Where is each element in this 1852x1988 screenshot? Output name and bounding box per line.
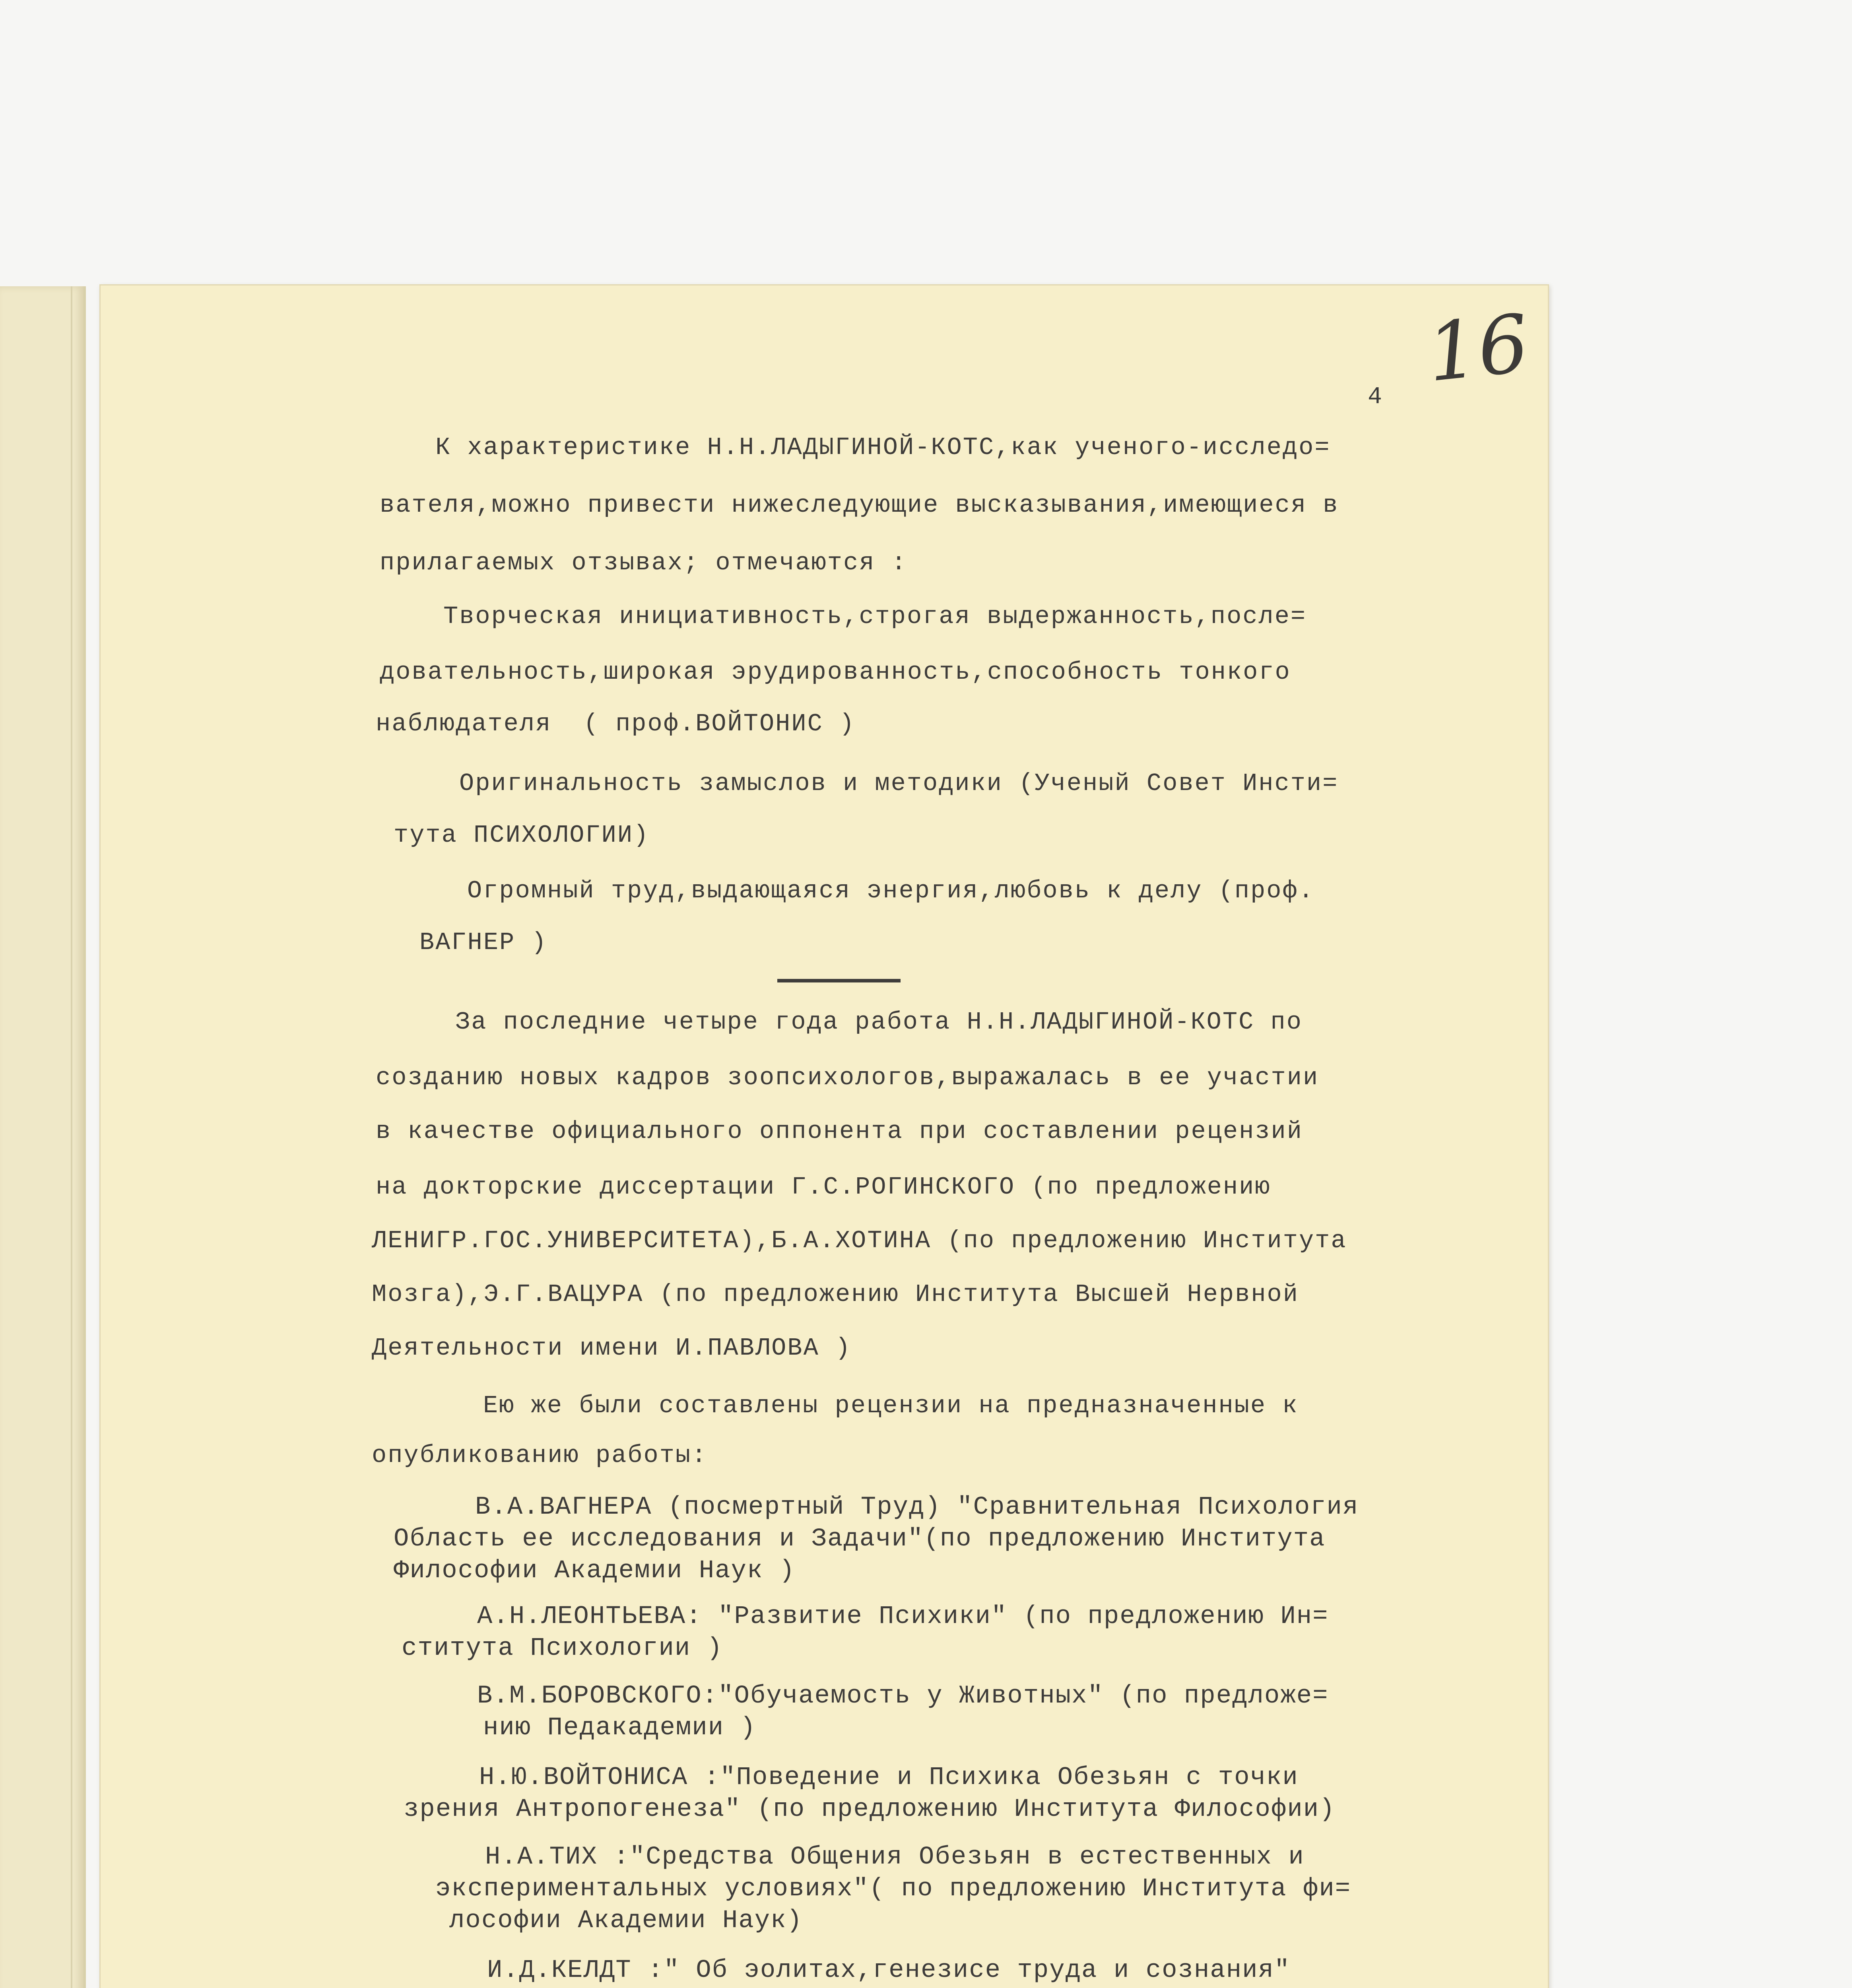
review-line: экспериментальных условиях"( по предложению Института фи= (435, 1875, 1351, 1903)
quality-line: Творческая инициативность,строгая выдержанность,после= (443, 602, 1307, 631)
work-line: ЛЕНИГР.ГОС.УНИВЕРСИТЕТА),Б.А.ХОТИНА (по предложению Института (372, 1227, 1347, 1255)
review-line: В.М.БОРОВСКОГО:"Обучаемость у Животных" (по предложе= (477, 1682, 1329, 1710)
intro-line: вателя,можно привести нижеследующие высказывания,имеющиеся в (380, 491, 1339, 519)
section-divider (777, 979, 901, 982)
review-line: лософии Академии Наук) (449, 1906, 803, 1935)
intro-line: прилагаемых отзывах; отмечаются : (380, 549, 907, 577)
quality-line: Огромный труд,выдающаяся энергия,любовь к делу (проф. (467, 877, 1314, 905)
reviews-intro-line: опубликованию работы: (372, 1441, 708, 1470)
intro-line: К характеристике Н.Н.ЛАДЫГИНОЙ-КОТС,как ученого-исследо= (435, 433, 1331, 462)
work-line: Деятельности имени И.ПАВЛОВА ) (372, 1334, 852, 1362)
review-line: Область ее исследования и Задачи"(по предложению Института (394, 1525, 1326, 1553)
page-number: 4 (1368, 384, 1382, 411)
folio-number: 16 (1423, 297, 1533, 400)
quality-line: наблюдателя ( проф.ВОЙТОНИС ) (376, 710, 856, 738)
review-line: ститута Психологии ) (402, 1634, 723, 1663)
review-line: А.Н.ЛЕОНТЬЕВА: "Развитие Психики" (по предложению Ин= (477, 1602, 1329, 1631)
work-line: За последние четыре года работа Н.Н.ЛАДЫГИНОЙ-КОТС по (455, 1008, 1303, 1036)
quality-line: тута ПСИХОЛОГИИ) (394, 821, 650, 849)
work-line: в качестве официального оппонента при составлении рецензий (376, 1117, 1303, 1145)
review-line: И.Д.КЕЛДТ :" Об эолитах,генезисе труда и сознания" (487, 1956, 1291, 1985)
work-line: на докторские диссертации Г.С.РОГИНСКОГО (по предложению (376, 1173, 1271, 1201)
quality-line: довательность,широкая эрудированность,способность тонкого (380, 658, 1291, 686)
work-line: созданию новых кадров зоопсихологов,выражалась в ее участии (376, 1064, 1319, 1092)
review-line: зрения Антропогенеза" (по предложению Института Философии) (404, 1795, 1336, 1824)
review-line: Н.Ю.ВОЙТОНИСА :"Поведение и Психика Обезьян с точки (479, 1763, 1299, 1792)
review-line: нию Педакадемии ) (483, 1714, 756, 1742)
previous-page-edge (0, 286, 86, 1988)
review-line: Философии Академии Наук ) (394, 1557, 796, 1585)
reviews-intro-line: Ею же были составлены рецензии на предназначенные к (483, 1392, 1299, 1420)
quality-line: ВАГНЕР ) (419, 928, 547, 957)
review-line: Н.А.ТИХ :"Средства Общения Обезьян в естественных и (485, 1843, 1305, 1872)
quality-line: Оригинальность замыслов и методики (Ученый Совет Инсти= (459, 769, 1339, 798)
work-line: Мозга),Э.Г.ВАЦУРА (по предложению Института Высшей Нервной (372, 1280, 1299, 1309)
review-line: В.А.ВАГНЕРА (посмертный Труд) "Сравнительная Психология (475, 1493, 1359, 1522)
